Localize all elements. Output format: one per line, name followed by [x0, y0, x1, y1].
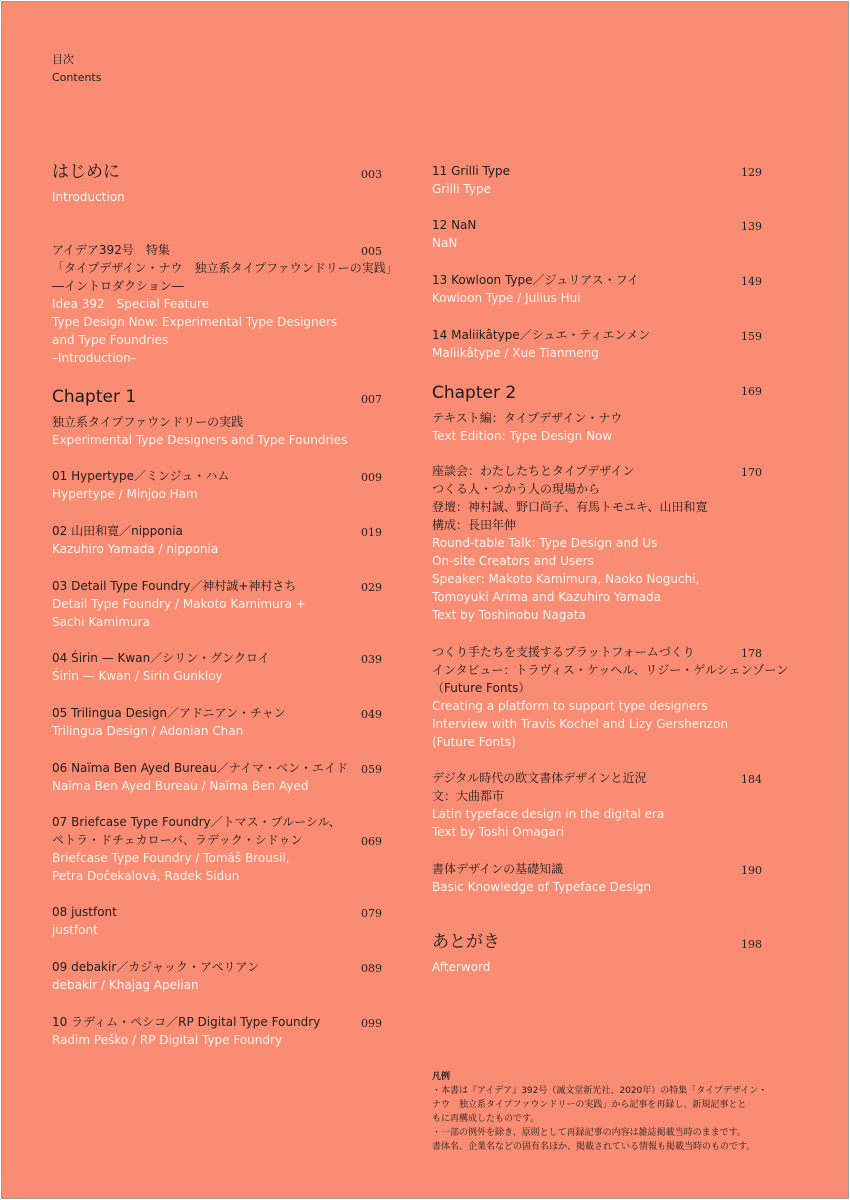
section-title: あとがき: [432, 932, 500, 952]
entry-title-en: Basic Knowledge of Typeface Design: [432, 880, 652, 894]
header-title-jp: 目次: [52, 53, 74, 66]
chapter-subtitle-jp: テキスト編：タイプデザイン・ナウ: [432, 411, 623, 425]
entry-title-jp: 13 Kowloon Type／ジュリアス・フイ: [432, 273, 639, 287]
page-number: 003: [361, 168, 382, 181]
toc-entry[interactable]: [432, 462, 762, 624]
toc-entry[interactable]: [52, 1013, 382, 1049]
entry-title-en: Type Design Now: Experimental Type Designers: [52, 315, 338, 329]
entry-title-en: Hypertype / Minjoo Ham: [52, 487, 198, 501]
toc-entry[interactable]: [52, 522, 382, 558]
notes-line: もに再構成したものです。: [432, 1114, 540, 1124]
entry-title-en: Briefcase Type Foundry / Tomáš Brousil,: [52, 851, 290, 865]
toc-entry-chapter-2[interactable]: [432, 381, 762, 445]
page-number: 169: [741, 385, 762, 398]
entry-title-en: Naïma Ben Ayed Bureau / Naïma Ben Ayed: [52, 779, 309, 793]
entry-title-en: Maliikâtype / Xue Tianmeng: [432, 346, 599, 360]
toc-entry[interactable]: [52, 813, 382, 885]
page-number: 129: [741, 166, 762, 179]
toc-entry[interactable]: [52, 903, 382, 939]
entry-title-jp: 構成：長田年伸: [432, 518, 517, 532]
chapter-title: Chapter 1: [52, 387, 137, 407]
entry-title-jp: 11 Grilli Type: [432, 164, 511, 178]
toc-entry[interactable]: [52, 577, 382, 631]
toc-entry-introduction[interactable]: [52, 160, 382, 206]
page-number: 019: [361, 526, 382, 539]
entry-title-en: Interview with Travis Kochel and Lizy Gershenzon: [432, 717, 728, 731]
page-number: 005: [361, 245, 382, 258]
entry-title-en: Tomoyuki Arima and Kazuhiro Yamada: [432, 590, 661, 604]
entry-title-jp: 書体デザインの基礎知識: [432, 862, 564, 876]
page-number: 079: [361, 907, 382, 920]
entry-title-jp: 14 Maliikâtype／シュエ・ティエンメン: [432, 328, 651, 342]
chapter-subtitle-en: Text Edition: Type Design Now: [432, 429, 613, 443]
entry-title-jp: 06 Naïma Ben Ayed Bureau／ナイマ・ベン・エイド: [52, 761, 348, 775]
toc-entry-feature[interactable]: [52, 241, 398, 367]
entry-title-en: –Introduction–: [52, 351, 137, 365]
toc-entry[interactable]: [432, 860, 762, 896]
entry-title-en: Sachi Kamimura: [52, 615, 150, 629]
entry-title-en: Kazuhiro Yamada / nipponia: [52, 542, 219, 556]
entry-title-en: Round-table Talk: Type Design and Us: [432, 536, 658, 550]
page-number: 149: [741, 275, 762, 288]
entry-title-en: justfont: [52, 923, 98, 937]
page-number: 184: [741, 773, 762, 786]
toc-entry[interactable]: [52, 958, 382, 994]
page-number: 139: [741, 220, 762, 233]
toc-entry-chapter-1[interactable]: [52, 385, 382, 449]
entry-title-en: Idea 392 Special Feature: [52, 297, 210, 311]
notes-line: ・一部の例外を除き、原則として再録記事の内容は雑誌掲載当時のままです。: [432, 1128, 746, 1138]
entry-title-en: Text by Toshi Omagari: [432, 825, 564, 839]
toc-entry[interactable]: [432, 769, 762, 841]
toc-entry[interactable]: [432, 326, 762, 362]
entry-title-jp: 08 justfont: [52, 905, 117, 919]
page-number: 170: [741, 466, 762, 479]
chapter-subtitle-en: Experimental Type Designers and Type Foundries: [52, 433, 348, 447]
entry-title-en: Text by Toshinobu Nagata: [432, 608, 586, 622]
page-number: 009: [361, 471, 382, 484]
toc-entry[interactable]: [52, 759, 382, 795]
page-number: 089: [361, 962, 382, 975]
entry-title-jp: 07 Briefcase Type Foundry／トマス・ブルーシル、: [52, 815, 341, 829]
section-title-en: Afterword: [432, 960, 491, 974]
entry-title-jp: アイデア392号 特集: [52, 243, 170, 257]
entry-title-en: NaN: [432, 236, 458, 250]
entry-title-jp: 12 NaN: [432, 218, 477, 232]
page-number: 099: [361, 1017, 382, 1030]
entry-title-en: Latin typeface design in the digital era: [432, 807, 665, 821]
entry-title-en: Grilli Type: [432, 182, 491, 196]
entry-title-jp: 文：大曲都市: [432, 789, 505, 803]
page-number: 190: [741, 864, 762, 877]
entry-title-jp: デジタル時代の欧文書体デザインと近況: [432, 771, 647, 785]
header-title-en: Contents: [52, 71, 102, 84]
chapter-title: Chapter 2: [432, 383, 517, 403]
page-number: 198: [741, 938, 762, 951]
toc-entry[interactable]: [52, 467, 382, 503]
page-number: 039: [361, 653, 382, 666]
entry-title-jp: つくる人・つかう人の現場から: [432, 482, 601, 496]
notes-title: 凡例: [432, 1072, 451, 1082]
entry-title-jp: ―イントロダクション―: [52, 279, 184, 293]
entry-title-en: Radim Peško / RP Digital Type Foundry: [52, 1033, 283, 1047]
entry-title-en: Trilingua Design / Adonian Chan: [52, 724, 244, 738]
toc-entry[interactable]: [52, 649, 382, 685]
page-number: 159: [741, 330, 762, 343]
entry-title-jp: 04 Śirin — Kwan／シリン・グンクロイ: [52, 651, 270, 665]
toc-entry-afterword[interactable]: [432, 930, 762, 976]
toc-entry[interactable]: [432, 643, 789, 751]
entry-title-en: debakir / Khajag Apelian: [52, 978, 199, 992]
page-number: 069: [361, 835, 382, 848]
entry-title-jp: 01 Hypertype／ミンジュ・ハム: [52, 469, 230, 483]
entry-title-en: On-site Creators and Users: [432, 554, 594, 568]
entry-title-jp: 09 debakir／カジャック・アペリアン: [52, 960, 260, 974]
entry-title-jp: つくり手たちを支援するプラットフォームづくり: [432, 645, 695, 659]
section-title: はじめに: [52, 162, 120, 182]
toc-page: [1, 1, 849, 1199]
entry-title-jp: 02 山田和寛／nipponia: [52, 524, 183, 538]
entry-title-jp: ペトラ・ドチェカローバ、ラデック・シドゥン: [52, 833, 303, 847]
entry-title-jp: インタビュー：トラヴィス・ケッヘル、リジー・ゲルシェンゾーン: [432, 663, 789, 677]
entry-title-en: Creating a platform to support type designers: [432, 699, 708, 713]
entry-title-jp: 登壇：神村誠、野口尚子、有馬トモユキ、山田和寛: [432, 500, 708, 514]
toc-entry[interactable]: [432, 162, 762, 198]
entry-title-jp: 「タイプデザイン・ナウ 独立系タイプファウンドリーの実践」: [52, 261, 398, 275]
entry-title-jp: 座談会：わたしたちとタイプデザイン: [432, 464, 635, 478]
toc-entry[interactable]: [432, 216, 762, 252]
page-number: 029: [361, 581, 382, 594]
entry-title-en: Śirin — Kwan / Sirin Gunkloy: [52, 669, 223, 683]
page-header: [52, 51, 101, 87]
page-number: 049: [361, 708, 382, 721]
entry-title-jp: 03 Detail Type Foundry／神村誠+神村さち: [52, 579, 297, 593]
entry-title-en: Kowloon Type / Julius Hui: [432, 291, 581, 305]
section-title-en: Introduction: [52, 190, 125, 204]
notes-line: ナウ 独立系タイプファウンドリーの実践」から記事を再録し、新規記事とと: [432, 1100, 747, 1110]
page-number: 007: [361, 393, 382, 406]
entry-title-en: Detail Type Foundry / Makoto Kamimura +: [52, 597, 306, 611]
toc-entry[interactable]: [432, 271, 762, 307]
entry-title-en: Speaker: Makoto Kamimura, Naoko Noguchi,: [432, 572, 700, 586]
entry-title-en: Petra Dočekalová, Radek Sidun: [52, 869, 240, 883]
entry-title-en: and Type Foundries: [52, 333, 169, 347]
entry-title-jp: （Future Fonts）: [432, 681, 531, 695]
page-number: 178: [741, 647, 762, 660]
notes-line: 書体名、企業名などの固有名ほか、掲載されている情報も掲載当時のものです。: [432, 1142, 756, 1152]
chapter-subtitle-jp: 独立系タイプファウンドリーの実践: [52, 415, 244, 429]
page-number: 059: [361, 763, 382, 776]
entry-title-en: (Future Fonts): [432, 735, 516, 749]
entry-title-jp: 10 ラディム・ペシコ／RP Digital Type Foundry: [52, 1015, 321, 1029]
editorial-notes: [432, 1070, 772, 1154]
entry-title-jp: 05 Trilingua Design／アドニアン・チャン: [52, 706, 286, 720]
notes-line: ・本書は『アイデア』392号（誠文堂新光社、2020年）の特集「タイプデザイン・: [432, 1086, 768, 1096]
toc-entry[interactable]: [52, 704, 382, 740]
